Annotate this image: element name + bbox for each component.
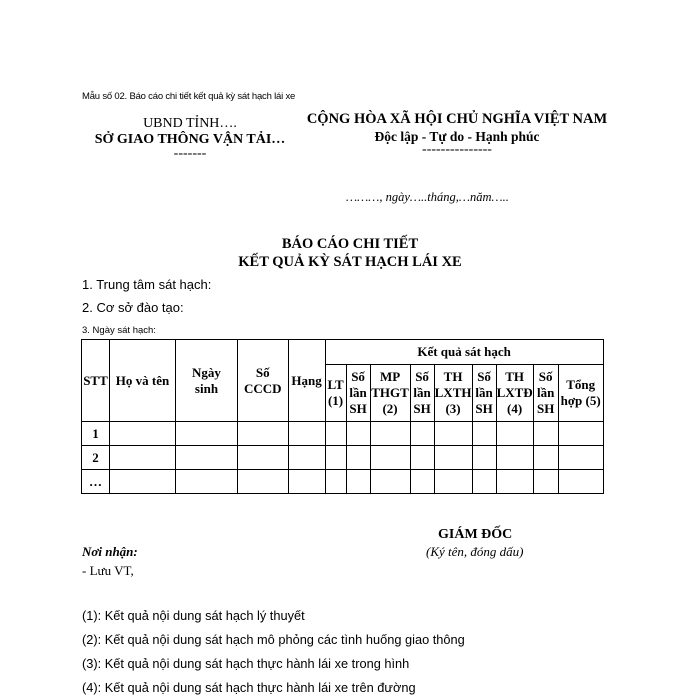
header-license-class: Hạng [288,340,325,422]
footnote-4: (4): Kết quả nội dung sát hạch thực hành lái xe trên đường [82,680,416,695]
header-theory: LT (1) [325,365,346,422]
header-name: Họ và tên [110,340,176,422]
report-title-line2: KẾT QUẢ KỲ SÁT HẠCH LÁI XE [238,254,462,270]
header-results-group: Kết quả sát hạch [325,340,603,365]
header-total: Tổng hợp (5) [558,365,603,422]
footnote-3: (3): Kết quả nội dung sát hạch thực hành lái xe trong hình [82,656,410,671]
right-header-divider: --------------- [422,142,492,157]
info-exam-date: 3. Ngày sát hạch: [82,325,156,336]
header-dob: Ngày sinh [176,340,238,422]
row-stt: 2 [82,446,110,470]
recipients-item: - Lưu VT, [82,563,134,578]
header-attempts-1: Số lần SH [346,365,370,422]
header-road-practice: TH LXTĐ (4) [496,365,533,422]
right-header [285,111,629,155]
signature-note: (Ký tên, đóng dấu) [426,544,524,559]
header-attempts-3: Số lần SH [472,365,496,422]
footnote-1: (1): Kết quả nội dung sát hạch lý thuyết [82,608,305,623]
table-row [82,422,604,446]
left-header-divider: ------- [173,146,207,161]
department-name: SỞ GIAO THÔNG VẬN TẢI… [94,132,286,147]
info-training-school: 2. Cơ sở đào tạo: [82,300,184,315]
province-committee: UBND TỈNH…. [143,116,237,131]
table-header-row-1 [82,340,604,365]
recipients-label: Nơi nhận: [82,544,138,559]
report-title-line1: BÁO CÁO CHI TIẾT [281,236,419,252]
header-attempts-4: Số lần SH [533,365,558,422]
table-row [82,470,604,494]
table-row [82,446,604,470]
national-title: CỘNG HÒA XÃ HỘI CHỦ NGHĨA VIỆT NAM [306,111,608,127]
header-course-practice: TH LXTH (3) [434,365,472,422]
report-title [150,235,550,271]
results-table [81,339,604,494]
form-number: Mẫu số 02. Báo cáo chi tiết kết quả kỳ sát hạch lái xe [82,91,296,102]
header-simulation: MP THGT (2) [370,365,410,422]
national-motto: Độc lập - Tự do - Hạnh phúc [374,129,540,144]
header-id-number: Số CCCD [238,340,289,422]
header-attempts-2: Số lần SH [410,365,434,422]
row-stt: … [82,470,110,494]
signature-title: GIÁM ĐỐC [438,527,513,542]
info-exam-center: 1. Trung tâm sát hạch: [82,277,212,292]
date-line: ………, ngày…..tháng,…năm….. [346,190,509,204]
header-stt: STT [82,340,110,422]
footnote-2: (2): Kết quả nội dung sát hạch mô phỏng các tình huống giao thông [82,632,465,647]
left-header [90,116,290,160]
row-stt: 1 [82,422,110,446]
